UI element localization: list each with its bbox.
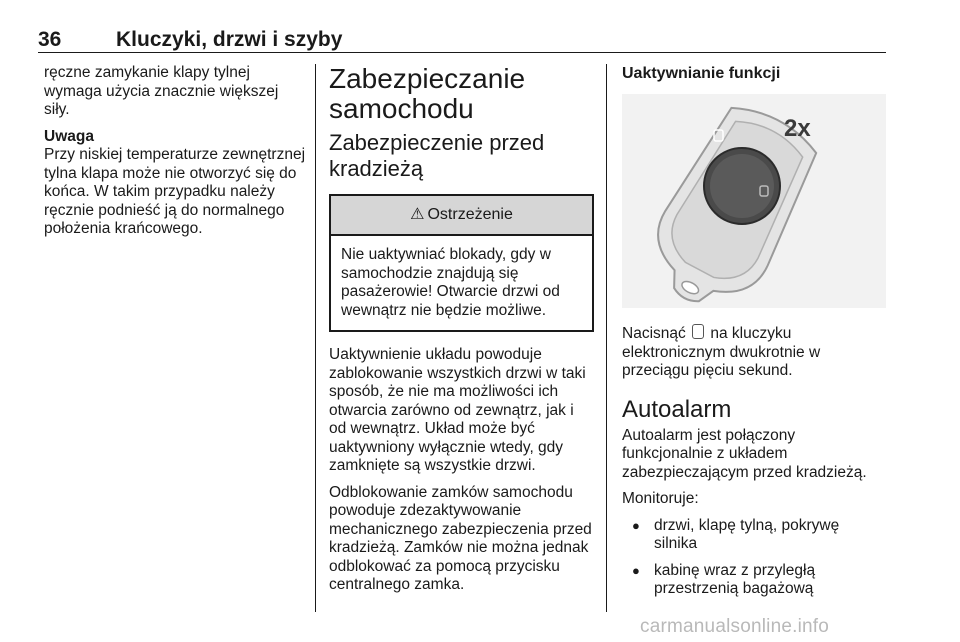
column-middle xyxy=(329,64,594,603)
warning-box xyxy=(329,194,594,332)
note-text: Przy niskiej temperaturze zewnętrznej tylna klapa może nie otworzyć się do końca. W takim przypadku należy ręcznie podnieść ją do normalnego położenia krańcowego. xyxy=(44,146,306,237)
autoalarm-title: Autoalarm xyxy=(622,395,732,423)
figure-label: 2x xyxy=(784,115,811,142)
warning-title: Ostrzeżenie xyxy=(427,205,513,223)
column-left xyxy=(44,64,306,247)
column-divider-1 xyxy=(315,64,316,612)
watermark: carmanualsonline.info xyxy=(640,616,830,637)
press-after: na kluczyku elektronicznym dwukrotnie w przeciągu pięciu sekund. xyxy=(622,325,821,379)
monitors-label: Monitoruje: xyxy=(622,490,699,507)
list-item: ● kabinę wraz z przyległą przestrzenią bagażową xyxy=(622,562,886,599)
column-right xyxy=(622,64,886,607)
body-paragraph-1: Uaktywnienie układu powoduje zablokowanie wszystkich drzwi w taki sposób, że nie ma możliwości ich otwarcia zarówno od zewnątrz, jak i od wewnątrz. Układ może być uaktywniony wyłącznie wtedy, gdy zamknięte są wszystkie drzwi. xyxy=(329,346,586,474)
function-title: Uaktywnianie funkcji xyxy=(622,65,781,82)
monitor-list xyxy=(622,517,886,599)
subsection-title: Zabezpieczenie przed kradzieżą xyxy=(329,130,545,181)
body-paragraph-2: Odblokowanie zamków samochodu powoduje zdezaktywowanie mechanicznego zabezpieczenia przed kradzieżą. Zamków nie można jednak odblokować za pomocą przycisku centralnego zamka. xyxy=(329,483,592,593)
header-rule xyxy=(38,52,886,53)
page-header xyxy=(38,28,886,50)
note-label: Uwaga xyxy=(44,127,94,145)
continuation-paragraph: ręczne zamykanie klapy tylnej wymaga użycia znacznie większej siły. xyxy=(44,64,279,118)
press-before: Nacisnąć xyxy=(622,325,686,342)
column-divider-2 xyxy=(606,64,607,612)
warning-text: Nie uaktywniać blokady, gdy w samochodzie znajdują się pasażerowie! Otwarcie drzwi od wewnątrz nie będzie możliwe. xyxy=(341,246,560,319)
list-item: ● drzwi, klapę tylną, pokrywę silnika xyxy=(622,517,886,554)
running-title: Kluczyki, drzwi i szyby xyxy=(116,28,343,51)
lock-icon xyxy=(692,324,704,339)
warning-header xyxy=(331,196,592,236)
autoalarm-text: Autoalarm jest połączony funkcjonalnie z układem zabezpieczającym przed kradzieżą. xyxy=(622,426,867,481)
section-title: Zabezpieczanie samochodu xyxy=(329,63,526,124)
press-instruction xyxy=(622,324,886,381)
key-fob-drawing xyxy=(622,94,886,308)
key-fob-illustration xyxy=(622,94,886,308)
warning-triangle-icon: ⚠ xyxy=(410,205,425,223)
page-number: 36 xyxy=(38,28,62,51)
